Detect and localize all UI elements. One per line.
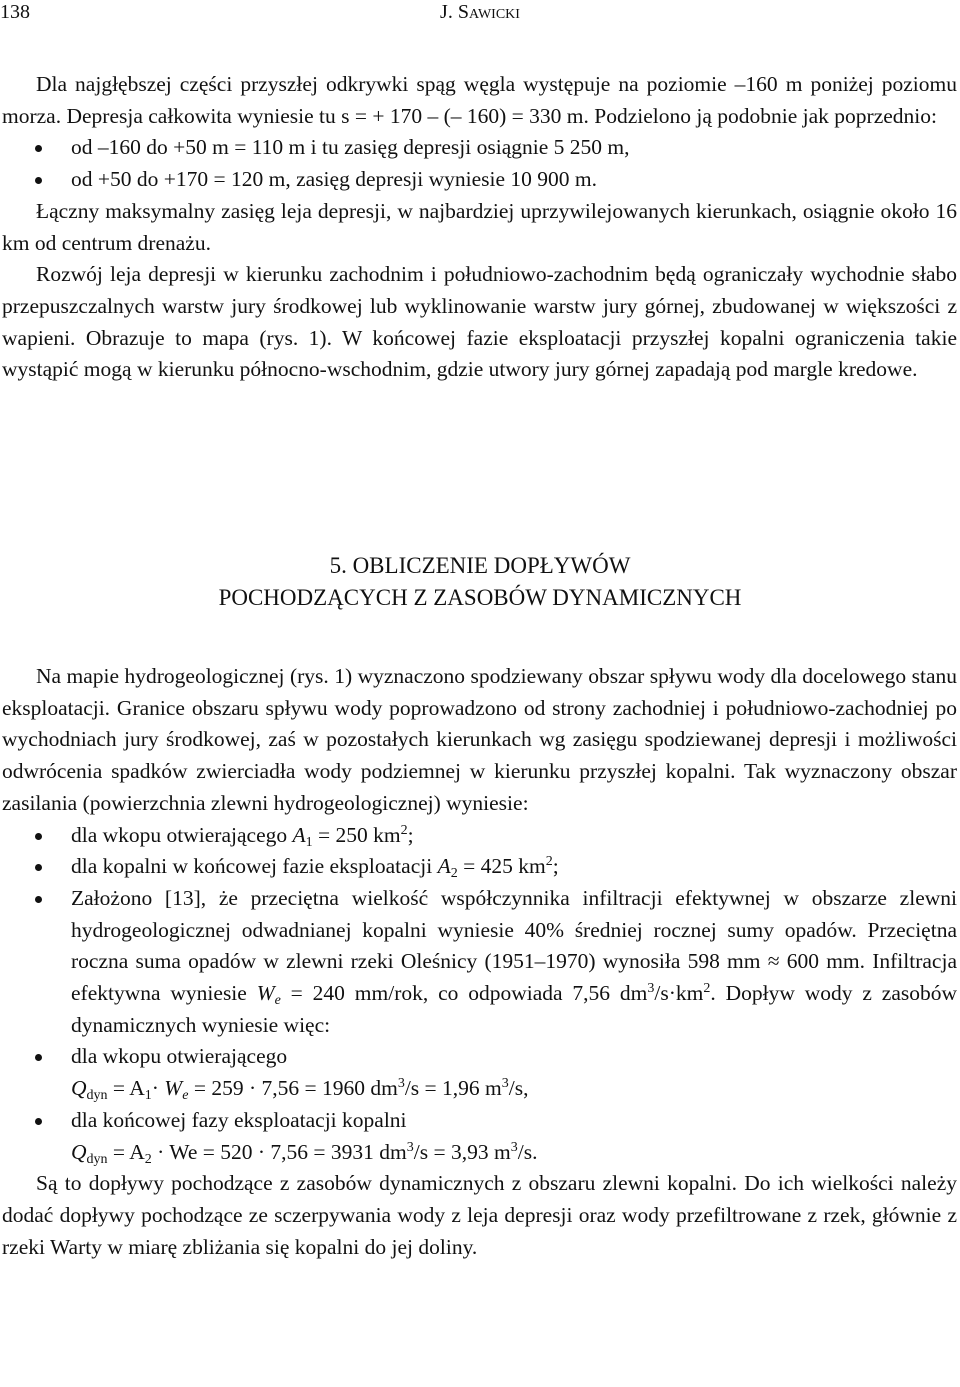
- heading-line-1: 5. OBLICZENIE DOPŁYWÓW: [329, 553, 631, 578]
- section-dynamic-inflow: [2, 661, 957, 1263]
- depression-bullet-list: [2, 132, 957, 195]
- list-item-infiltration: Założono [13], że przeciętna wielkość współczynnika infiltracji efektywnej w obszarze zlewni hydrogeologicznej odwadnianej kopalni wyniesie 40% średniej rocznej sumy opadów. Przeciętna roczna suma opadów w zlewni rzeki Oleśnicy (1951–1970) wynosiła 598 mm ≈ 600 mm. Infiltracja efektywna wyniesie $W_e = 240$ mm/rok, co odpowiada 7,56 $dm^3/s\cdot km^2$. Dopływ wody z zasobów dynamicznych wyniesie więc:: [2, 883, 957, 1042]
- paragraph-catchment: Na mapie hydrogeologicznej (rys. 1) wyznaczono spodziewany obszar spływu wody dla docelowego stanu eksploatacji. Granice obszaru spływu wody poprowadzono od strony zachodniej i południowo-zachodniej po wychodniach jury środkowej, zaś w pozostałych kierunkach wg zasięgu spodziewanej depresji i możliwości odwrócenia spadków zwierciadła wody podziemnej w kierunku przyszłej kopalni. Tak wyznaczony obszar zasilania (powierzchnia zlewni hydrogeologicznej) wyniesie:: [2, 664, 957, 815]
- list-item-area-a2: dla kopalni w końcowej fazie eksploatacji $A_2 = 425$ $km^2$;: [2, 851, 957, 883]
- heading-line-2: POCHODZĄCYCH Z ZASOBÓW DYNAMICZNYCH: [218, 585, 742, 610]
- section-heading: [0, 550, 960, 614]
- running-header: [0, 0, 960, 24]
- list-item-area-a1: dla wkopu otwierającego $A_1 = 250$ $km^2$;: [2, 820, 957, 852]
- list-item-opening-pit: dla wkopu otwierającego $Q_{dyn} = A_1\cdot W_e = 259 \cdot 7,56 = 1960$ $dm^3/s = 1,96$ $m^3/s$,: [2, 1041, 957, 1104]
- list-item: od –160 do +50 m = 110 m i tu zasięg depresji osiągnie 5 250 m,: [2, 132, 957, 164]
- list-item: od +50 do +170 = 120 m, zasięg depresji wyniesie 10 900 m.: [2, 164, 957, 196]
- page-number: 138: [0, 1, 30, 23]
- running-author: J. Sawicki: [440, 1, 520, 23]
- paragraph-conclusion: Są to dopływy pochodzące z zasobów dynamicznych z obszaru zlewni kopalni. Do ich wielkości należy dodać dopływy pochodzące ze sczerpywania wody z leja depresji oraz wody przefiltrowane z rzek, głównie z rzeki Warty w miarę zbliżania się kopalni do jej doliny.: [2, 1171, 957, 1259]
- paragraph-development: Rozwój leja depresji w kierunku zachodnim i południowo-zachodnim będą ograniczały wychodnie słabo przepuszczalnych warstw jury środkowej lub wyklinowanie warstw jury górnej, zbudowanej w większości z wapieni. Obrazuje to mapa (rys. 1). W końcowej fazie eksploatacji przyszłej kopalni ograniczenia takie wystąpić mogą w kierunku północno-wschodnim, gdzie utwory jury górnej zapadają pod margle kredowe.: [2, 262, 957, 382]
- paragraph-total-depression: Dla najgłębszej części przyszłej odkrywki spąg węgla występuje na poziomie –160 m poniżej poziomu morza. Depresja całkowita wyniesie tu s = + 170 – (– 160) = 330 m. Podzielono ją podobnie jak poprzednio:: [2, 72, 957, 128]
- inflow-bullet-list: [2, 820, 957, 1169]
- section-depression-range: [2, 69, 957, 386]
- paragraph-max-range: Łączny maksymalny zasięg leja depresji, w najbardziej uprzywilejowanych kierunkach, osiągnie około 16 km od centrum drenażu.: [2, 198, 957, 255]
- list-item-final-phase: dla końcowej fazy eksploatacji kopalni $Q_{dyn} = A_2 \cdot We = 520 \cdot 7,56 = 3931$ $dm^3/s = 3,93$ $m^3/s$.: [2, 1105, 957, 1168]
